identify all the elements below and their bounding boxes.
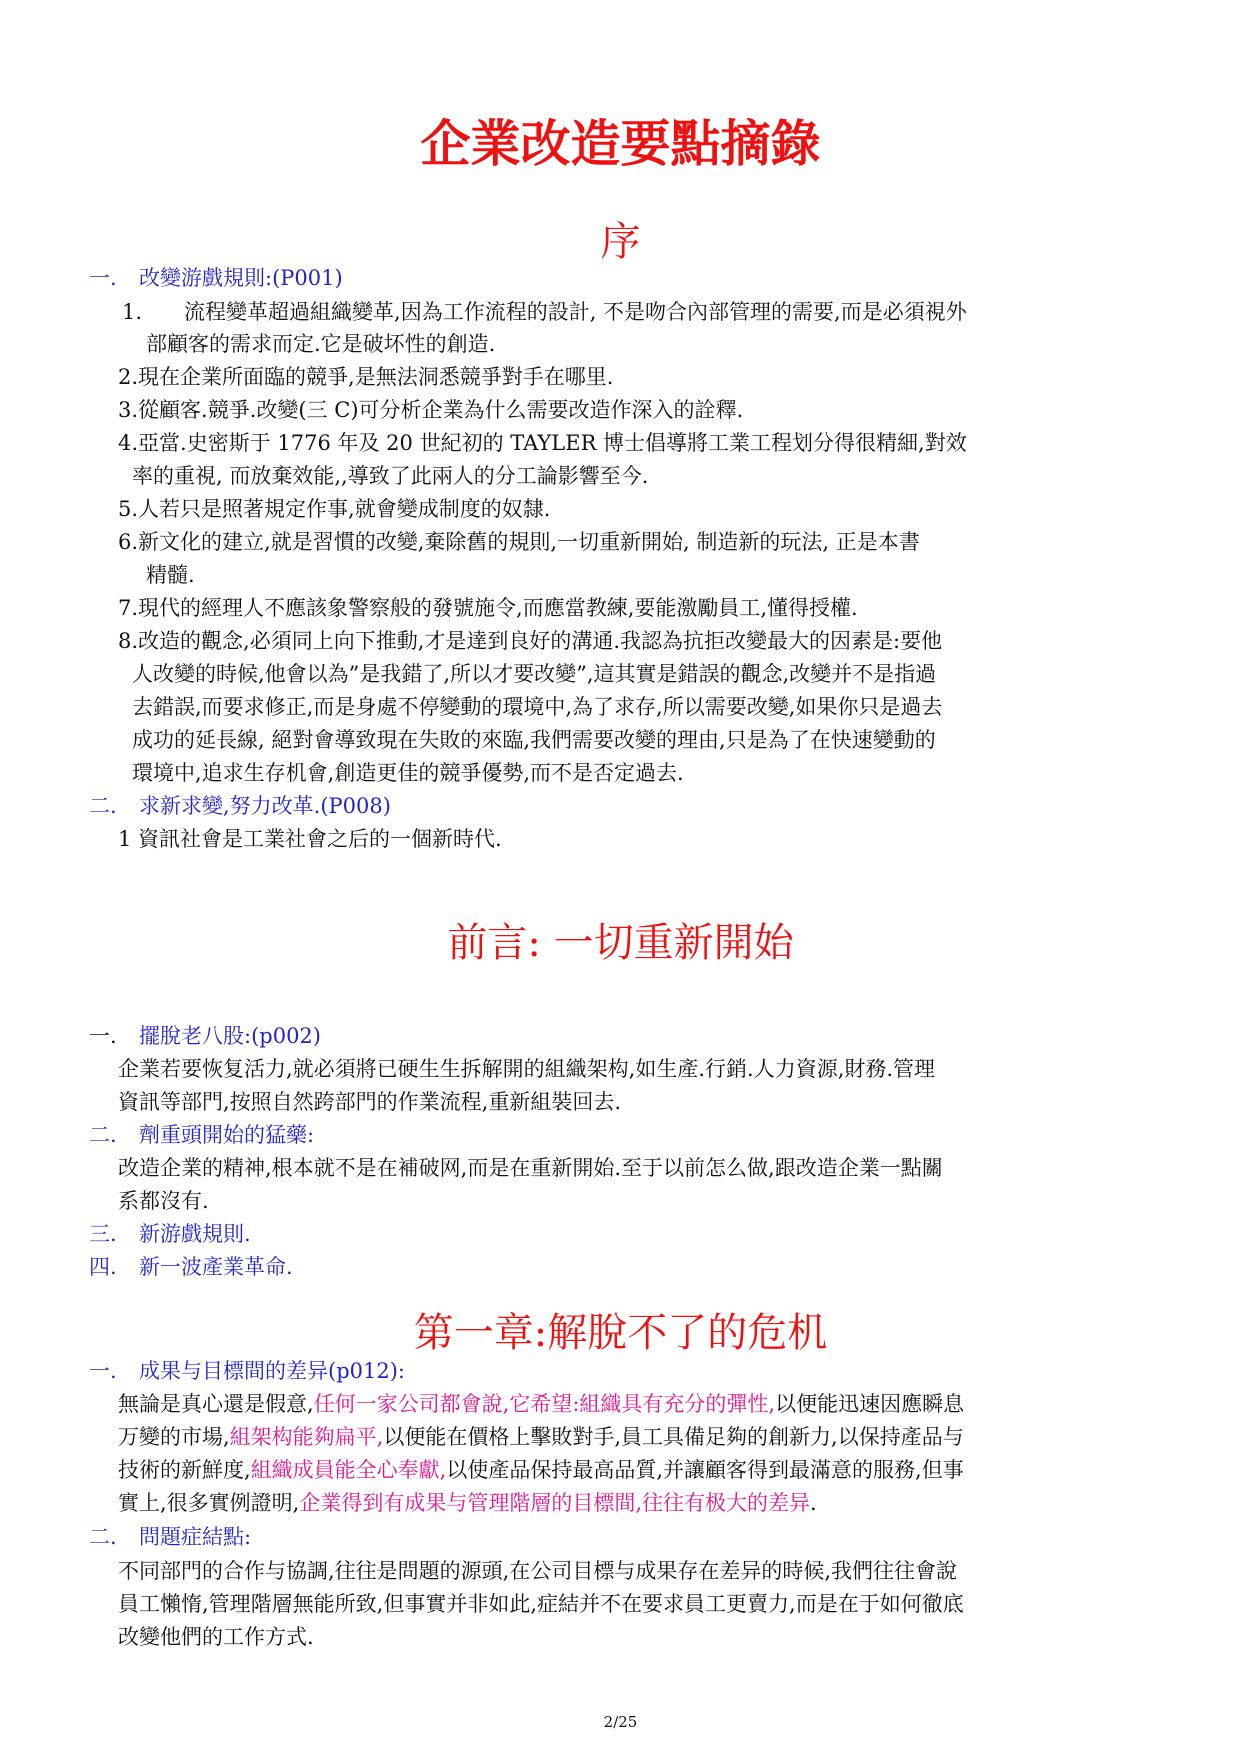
heading-seek-change — [89, 790, 391, 822]
list-item-7: 7.現代的經理人不應該象警察般的發號施令,而應當教練,要能激勵員工,懂得授權. — [118, 596, 858, 620]
text-run: . — [810, 1491, 817, 1515]
heading-results-vs-goals — [89, 1355, 405, 1387]
list-item-2: 2.現在企業所面臨的競爭,是無法洞悉競爭對手在哪里. — [118, 365, 614, 389]
heading-number: 三. — [89, 1222, 117, 1246]
heading-text: 成果与目標間的差异(p012): — [139, 1359, 405, 1383]
heading-break-free — [89, 1020, 321, 1052]
heading-restart-remedy — [89, 1119, 314, 1151]
list-item-8-line-5: 環境中,追求生存机會,創造更佳的競爭優勢,而不是否定過去. — [132, 761, 684, 785]
text-run: 以便能迅速因應瞬息 — [775, 1392, 965, 1416]
heading-text: 求新求變,努力改革.(P008) — [139, 794, 391, 818]
heading-number: 二. — [89, 794, 117, 818]
text-run: 技術的新鮮度, — [118, 1458, 251, 1482]
text-run: 無論是真心還是假意, — [118, 1392, 314, 1416]
list-item-8-line-1: 8.改造的觀念,必須同上向下推動,才是達到良好的溝通.我認為抗拒改變最大的因素是:要他 — [118, 629, 943, 653]
heading-text: 劑重頭開始的猛藥: — [139, 1123, 315, 1147]
text-run: 以便能在價格上擊敗對手,員工具備足夠的創新力,以保持產品与 — [383, 1425, 964, 1449]
paragraph-revive-line-2: 資訊等部門,按照自然跨部門的作業流程,重新組裝回去. — [118, 1090, 622, 1114]
list-item-6-line-2: 精髓. — [146, 563, 195, 587]
paragraph-crux-line-1: 不同部門的合作与協調,往往是問題的源頭,在公司目標与成果存在差异的時候,我們往往會說 — [118, 1559, 958, 1583]
section-title-foreword: 前言: 一切重新開始 — [447, 920, 794, 966]
page-number: 2/25 — [603, 1713, 638, 1731]
text-run: 以使產品保持最高品質,并讓顧客得到最滿意的服務,但事 — [446, 1458, 964, 1482]
heading-problem-crux — [89, 1521, 251, 1553]
heading-new-game-rules — [89, 1218, 251, 1250]
text-run: 万變的市場, — [118, 1425, 230, 1449]
list-item-8-line-3: 去錯誤,而要求修正,而是身處不停變動的環境中,為了求存,所以需要改變,如果你只是過去 — [132, 695, 943, 719]
heading-text: 新一波產業革命. — [139, 1255, 293, 1279]
list-item-1-line-2: 部顧客的需求而定.它是破坏性的創造. — [146, 332, 496, 356]
heading-text: 問題症結點: — [139, 1525, 252, 1549]
section-title-chapter-1: 第一章:解脫不了的危机 — [413, 1310, 828, 1356]
list-item-8-line-4: 成功的延長線, 絕對會導致現在失敗的來臨,我們需要改變的理由,只是為了在快速變動的 — [132, 728, 936, 752]
text-run: 實上,很多實例證明, — [118, 1491, 300, 1515]
paragraph-reform-spirit-line-2: 系都沒有. — [118, 1189, 209, 1213]
list-item-3: 3.從顧客.競爭.改變(三 C)可分析企業為什么需要改造作深入的詮釋. — [118, 398, 744, 422]
paragraph-crux-line-2: 員工懶惰,管理階層無能所致,但事實并非如此,症結并不在要求員工更賣力,而是在于如何徹底 — [118, 1592, 964, 1616]
list-item-8-line-2: 人改變的時候,他會以為”是我錯了,所以才要改變”,這其實是錯誤的觀念,改變并不是指過 — [132, 662, 937, 686]
paragraph-reform-spirit-line-1: 改造企業的精神,根本就不是在補破网,而是在重新開始.至于以前怎么做,跟改造企業一點關 — [118, 1156, 943, 1180]
highlight-text: 組架构能夠扁平, — [229, 1425, 384, 1449]
heading-number: 二. — [89, 1525, 117, 1549]
heading-number: 二. — [89, 1123, 117, 1147]
list-item-4-line-2: 率的重視, 而放棄效能,,導致了此兩人的分工論影響至今. — [132, 464, 649, 488]
paragraph-info-society: 1 資訊社會是工業社會之后的一個新時代. — [118, 827, 502, 851]
paragraph-gap-line-2 — [118, 1421, 964, 1453]
heading-text: 改變游戲規則:(P001) — [139, 266, 343, 290]
section-title-preface: 序 — [600, 219, 641, 265]
heading-number: 一. — [89, 1359, 117, 1383]
paragraph-gap-line-3 — [118, 1454, 964, 1486]
paragraph-revive-line-1: 企業若要恢复活力,就必須將已硬生生拆解開的組織架构,如生產.行銷.人力資源,財務.管理 — [118, 1057, 936, 1081]
heading-number: 一. — [89, 266, 117, 290]
heading-industrial-revolution — [89, 1251, 293, 1283]
heading-number: 一. — [89, 1024, 117, 1048]
list-item-1-line-1: 1. 流程變革超過組織變革,因為工作流程的設計, 不是吻合內部管理的需要,而是必須視外 — [122, 300, 967, 324]
heading-text: 擺脫老八股:(p002) — [139, 1024, 321, 1048]
paragraph-gap-line-4 — [118, 1487, 817, 1519]
heading-number: 四. — [89, 1255, 117, 1279]
list-item-5: 5.人若只是照著規定作事,就會變成制度的奴隸. — [118, 497, 551, 521]
paragraph-gap-line-1 — [118, 1388, 964, 1420]
highlight-text: 組織成員能全心奉獻, — [250, 1458, 447, 1482]
paragraph-crux-line-3: 改變他們的工作方式. — [118, 1625, 314, 1649]
document-title: 企業改造要點摘錄 — [420, 114, 821, 173]
heading-text: 新游戲規則. — [139, 1222, 251, 1246]
heading-change-game-rules — [89, 262, 343, 294]
highlight-text: 任何一家公司都會說,它希望:組織具有充分的彈性, — [313, 1392, 776, 1416]
highlight-text: 企業得到有成果与管理階層的目標間,往往有极大的差异 — [299, 1491, 811, 1515]
list-item-4-line-1: 4.亞當.史密斯于 1776 年及 20 世紀初的 TAYLER 博士倡導將工業工程划分得很精細,對效 — [118, 431, 967, 455]
list-item-6-line-1: 6.新文化的建立,就是習慣的改變,棄除舊的規則,一切重新開始, 制造新的玩法, 正是本書 — [118, 530, 920, 554]
